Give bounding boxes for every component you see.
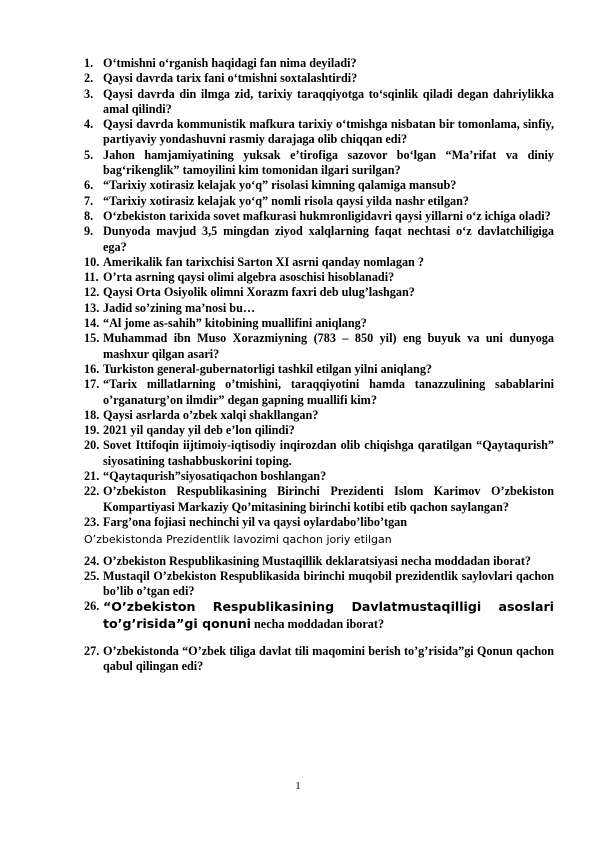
question-number: 9. — [84, 224, 94, 239]
question-number: 18. — [84, 407, 100, 422]
question-number: 22. — [84, 484, 100, 499]
question-text: “Tarixiy xotirasiz kelajak yo‘q” risolasi kimning qalamiga mansub? — [103, 178, 457, 193]
question-number: 25. — [84, 568, 100, 583]
question-text: Dunyoda mavjud 3,5 mingdan ziyod xalqlarning faqat nechtasi o‘z davlatchiligiga ega? — [103, 224, 554, 254]
question-item — [84, 408, 554, 423]
question-number: 19. — [84, 423, 100, 438]
question-item — [84, 331, 554, 362]
question-number: 7. — [84, 193, 94, 208]
question-number: 1. — [84, 56, 94, 70]
question-number: 24. — [84, 553, 100, 568]
question-number: 12. — [84, 285, 100, 300]
question-item — [84, 255, 554, 270]
question-number: 23. — [84, 514, 100, 529]
question-number: 15. — [84, 331, 100, 346]
plain-line: O’zbekistonda Prezidentlik lavozimi qachon joriy etilgan — [84, 533, 392, 547]
question-item — [84, 178, 554, 193]
question-text: Turkiston general-gubernatorligi tashkil etilgan yilni aniqlang? — [103, 361, 433, 376]
question-number: 8. — [84, 208, 94, 223]
question-text: Qaysi Orta Osiyolik olimni Xorazm faxri deb ulug’lashgan? — [103, 285, 415, 300]
question-text: O’zbekistonda “O’zbek tiliga davlat tili maqomini berish to’g’risida”gi Qonun qachon qabul qilingan edi? — [103, 643, 554, 674]
page-number: 1 — [295, 780, 301, 792]
question-number: 14. — [84, 316, 100, 331]
question-text: 2021 yil qanday yil deb e’lon qilindi? — [103, 423, 295, 438]
question-item — [84, 484, 554, 515]
question-number: 5. — [84, 147, 94, 162]
question-number: 3. — [84, 86, 94, 101]
question-item — [84, 362, 554, 377]
question-number: 2. — [84, 71, 94, 86]
question-text: “Al jome as-sahih” kitobining muallifini aniqlang? — [103, 316, 367, 331]
question-text: Muhammad ibn Muso Xorazmiyning (783 – 850 yil) eng buyuk va uni dunyoga mashxur qilgan asari? — [103, 331, 554, 361]
question-number: 11. — [84, 270, 99, 285]
question-item — [84, 301, 554, 316]
question-item — [84, 56, 554, 71]
question-item — [84, 117, 554, 148]
question-text: O‘zbekiston tarixida sovet mafkurasi hukmronligidavri qaysi yillarni o‘z ichiga oladi? — [103, 208, 551, 223]
question-text: Qaysi davrda kommunistik mafkura tarixiy o‘tmishga nisbatan bir tomonlama, sinfiy, partiyaviy yondashuvni rasmiy darajaga olib chiqqan edi? — [103, 117, 554, 147]
question-text: Jahon hamjamiyatining yuksak e’tirofiga sazovor bo‘lgan “Ma’rifat va diniy bag‘rikenglik” tamoyilini kim tomonidan ilgari surilgan? — [103, 147, 554, 178]
question-number: 4. — [84, 117, 94, 132]
question-number: 17. — [84, 377, 100, 392]
question-item — [84, 515, 554, 530]
question-26 — [84, 599, 554, 632]
question-text: Qaysi davrda din ilmga zid, tarixiy taraqqiyotga to‘sqinlik qiladi degan dahriylikka amal qilindi? — [103, 86, 554, 116]
question-item — [84, 148, 554, 179]
question-item — [84, 423, 554, 438]
question-item — [84, 270, 554, 285]
question-item — [84, 194, 554, 209]
question-text: Farg’ona fojiasi nechinchi yil va qaysi oylardabo’libo’tgan — [103, 514, 408, 529]
question-text: O‘tmishni o‘rganish haqidagi fan nima deyiladi? — [103, 56, 357, 70]
question-text: O’zbekiston Respublikasining Birinchi Prezidenti Islom Karimov O’zbekiston Kompartiyasi Markaziy Qo’mitasining birinchi kotibi etib qachon saylangan? — [103, 484, 554, 514]
question-27 — [84, 644, 554, 675]
question-item — [84, 71, 554, 86]
question-text: Mustaqil O’zbekiston Respublikasida birinchi muqobil prezidentlik saylovlari qachon bo’lib o’tgan edi? — [103, 568, 554, 599]
question-text: O’rta asrning qaysi olimi algebra asoschisi hisoblanadi? — [103, 270, 395, 285]
question-text: Qaysi asrlarda o’zbek xalqi shakllangan? — [103, 407, 319, 422]
question-number: 20. — [84, 438, 100, 453]
question-text: necha moddadan iborat? — [250, 616, 385, 631]
question-item — [84, 469, 554, 484]
question-number: 13. — [84, 300, 100, 315]
question-list — [84, 56, 554, 675]
question-item — [84, 438, 554, 469]
question-number: 21. — [84, 469, 100, 484]
question-text: Jadid so’zining ma’nosi bu… — [103, 300, 256, 315]
question-text: Amerikalik fan tarixchisi Sarton XI asrni qanday nomlagan ? — [103, 254, 424, 269]
question-number: 10. — [84, 254, 100, 269]
law-title: “O’zbekiston Respublikasining Davlatmustaqilligi asoslari to’g’risida”gi qonuni — [103, 599, 554, 631]
question-item — [84, 285, 554, 300]
question-item — [84, 377, 554, 408]
question-item — [84, 87, 554, 118]
question-item — [84, 554, 554, 569]
question-item — [84, 209, 554, 224]
question-number: 26. — [84, 599, 100, 614]
question-item — [84, 316, 554, 331]
question-text: “Qaytaqurish”siyosatiqachon boshlangan? — [103, 469, 327, 484]
question-text: Sovet Ittifoqin iijtimoiy-iqtisodiy inqirozdan olib chiqishga qaratilgan “Qaytaqurish” siyosatining tashabbuskorini toping. — [103, 438, 554, 468]
question-text: O’zbekiston Respublikasining Mustaqillik deklaratsiyasi necha moddadan iborat? — [103, 553, 532, 568]
question-text: “Tarix millatlarning o’tmishini, taraqqiyotini hamda tanazzulining sabablarini o’rganaturg’on ilmdir” degan gapning muallifi kim? — [103, 377, 554, 407]
question-item — [84, 569, 554, 600]
question-text: Qaysi davrda tarix fani o‘tmishni soxtalashtirdi? — [103, 71, 358, 86]
question-number: 6. — [84, 178, 94, 193]
question-number: 16. — [84, 361, 100, 376]
question-number: 27. — [84, 643, 100, 658]
question-text: “Tarixiy xotirasiz kelajak yo‘q” nomli risola qaysi yilda nashr etilgan? — [103, 193, 469, 208]
question-item — [84, 224, 554, 255]
